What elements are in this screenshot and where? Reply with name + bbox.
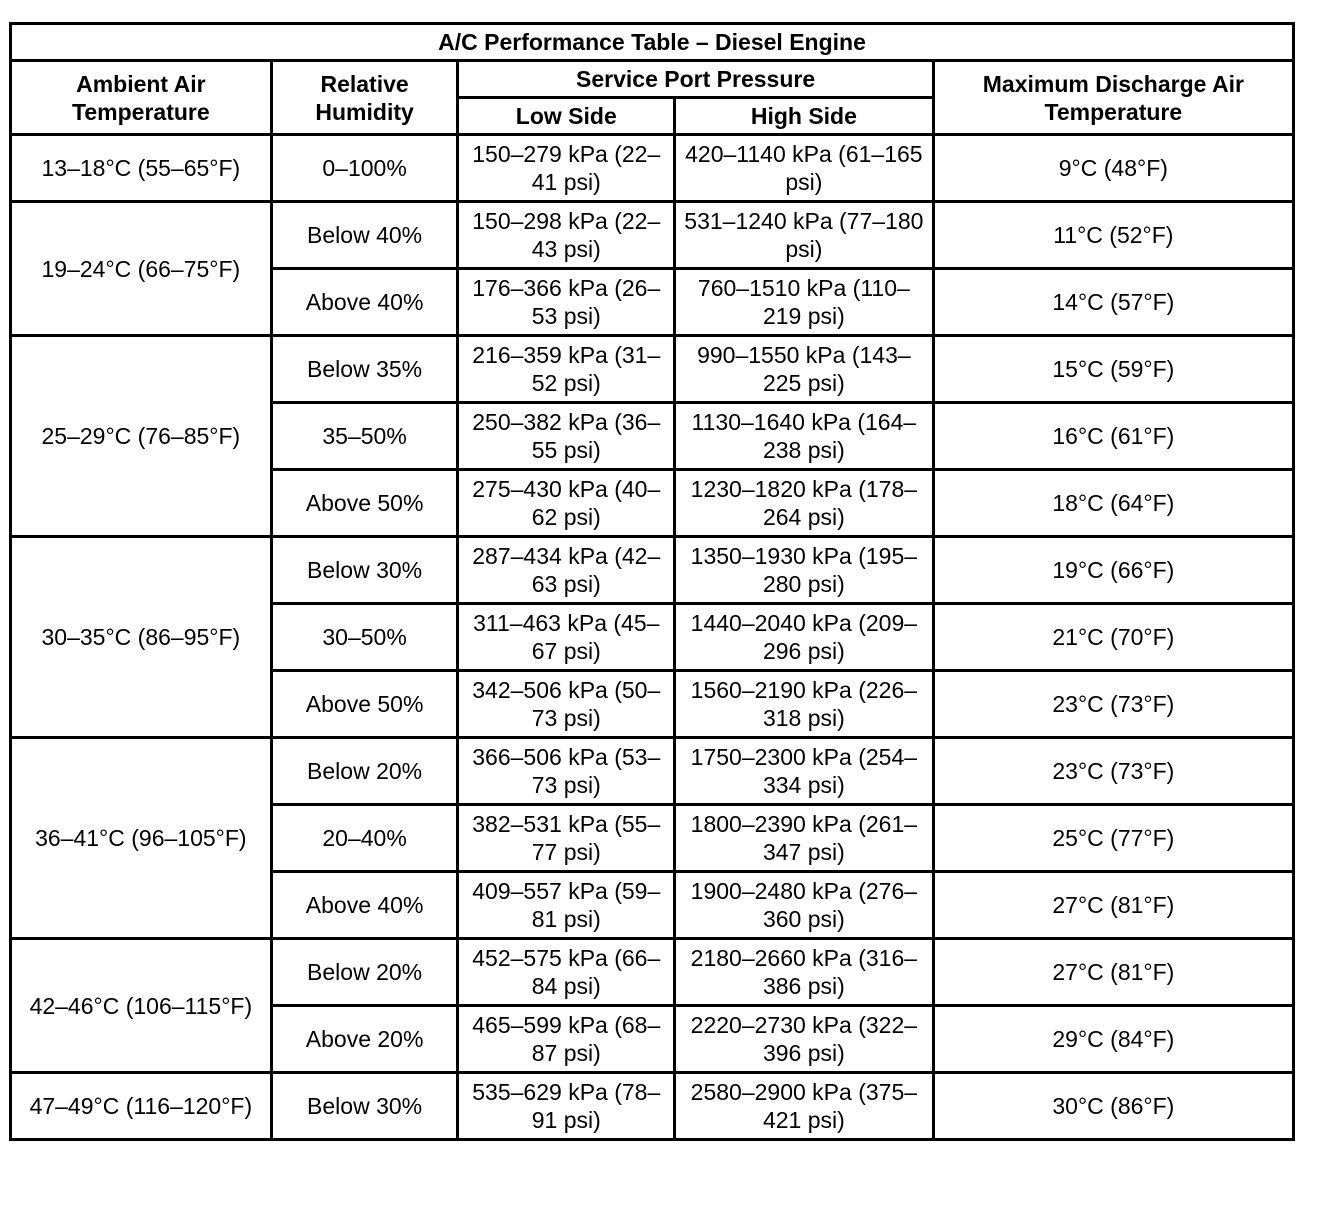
cell-relative-humidity: Below 20% (271, 738, 458, 805)
cell-relative-humidity: 35–50% (271, 403, 458, 470)
cell-relative-humidity: Above 50% (271, 671, 458, 738)
cell-max-discharge-temperature: 11°C (52°F) (933, 202, 1293, 269)
cell-max-discharge-temperature: 23°C (73°F) (933, 738, 1293, 805)
cell-ambient-temperature: 30–35°C (86–95°F) (11, 537, 272, 738)
cell-ambient-temperature: 25–29°C (76–85°F) (11, 336, 272, 537)
cell-high-side-pressure: 760–1510 kPa (110–219 psi) (675, 269, 934, 336)
cell-high-side-pressure: 1350–1930 kPa (195–280 psi) (675, 537, 934, 604)
cell-low-side-pressure: 216–359 kPa (31–52 psi) (458, 336, 675, 403)
cell-high-side-pressure: 531–1240 kPa (77–180 psi) (675, 202, 934, 269)
cell-max-discharge-temperature: 16°C (61°F) (933, 403, 1293, 470)
table-title: A/C Performance Table – Diesel Engine (11, 24, 1294, 61)
cell-relative-humidity: Below 40% (271, 202, 458, 269)
cell-low-side-pressure: 535–629 kPa (78–91 psi) (458, 1073, 675, 1140)
cell-max-discharge-temperature: 30°C (86°F) (933, 1073, 1293, 1140)
cell-relative-humidity: 30–50% (271, 604, 458, 671)
cell-ambient-temperature: 19–24°C (66–75°F) (11, 202, 272, 336)
cell-low-side-pressure: 342–506 kPa (50–73 psi) (458, 671, 675, 738)
cell-relative-humidity: Below 35% (271, 336, 458, 403)
cell-max-discharge-temperature: 23°C (73°F) (933, 671, 1293, 738)
cell-ambient-temperature: 36–41°C (96–105°F) (11, 738, 272, 939)
cell-ambient-temperature: 42–46°C (106–115°F) (11, 939, 272, 1073)
cell-ambient-temperature: 47–49°C (116–120°F) (11, 1073, 272, 1140)
cell-low-side-pressure: 452–575 kPa (66–84 psi) (458, 939, 675, 1006)
table-row (11, 537, 1294, 604)
table-row (11, 939, 1294, 1006)
cell-high-side-pressure: 2580–2900 kPa (375–421 psi) (675, 1073, 934, 1140)
table-row (11, 336, 1294, 403)
cell-low-side-pressure: 150–279 kPa (22–41 psi) (458, 135, 675, 202)
cell-max-discharge-temperature: 27°C (81°F) (933, 939, 1293, 1006)
cell-low-side-pressure: 409–557 kPa (59–81 psi) (458, 872, 675, 939)
cell-low-side-pressure: 250–382 kPa (36–55 psi) (458, 403, 675, 470)
cell-relative-humidity: Below 30% (271, 1073, 458, 1140)
cell-relative-humidity: 20–40% (271, 805, 458, 872)
cell-relative-humidity: Above 20% (271, 1006, 458, 1073)
cell-relative-humidity: Above 50% (271, 470, 458, 537)
cell-high-side-pressure: 1440–2040 kPa (209–296 psi) (675, 604, 934, 671)
cell-relative-humidity: 0–100% (271, 135, 458, 202)
cell-relative-humidity: Above 40% (271, 269, 458, 336)
cell-high-side-pressure: 1900–2480 kPa (276–360 psi) (675, 872, 934, 939)
header-high-side: High Side (675, 98, 934, 135)
table-row (11, 738, 1294, 805)
cell-ambient-temperature: 13–18°C (55–65°F) (11, 135, 272, 202)
cell-high-side-pressure: 1560–2190 kPa (226–318 psi) (675, 671, 934, 738)
cell-low-side-pressure: 465–599 kPa (68–87 psi) (458, 1006, 675, 1073)
cell-max-discharge-temperature: 19°C (66°F) (933, 537, 1293, 604)
cell-high-side-pressure: 1230–1820 kPa (178–264 psi) (675, 470, 934, 537)
table-body (11, 135, 1294, 1140)
header-max-discharge-air-temperature: Maximum Discharge Air Temperature (933, 61, 1293, 135)
cell-low-side-pressure: 287–434 kPa (42–63 psi) (458, 537, 675, 604)
cell-relative-humidity: Below 20% (271, 939, 458, 1006)
cell-max-discharge-temperature: 29°C (84°F) (933, 1006, 1293, 1073)
cell-relative-humidity: Below 30% (271, 537, 458, 604)
cell-max-discharge-temperature: 15°C (59°F) (933, 336, 1293, 403)
table-row (11, 202, 1294, 269)
cell-high-side-pressure: 1750–2300 kPa (254–334 psi) (675, 738, 934, 805)
cell-relative-humidity: Above 40% (271, 872, 458, 939)
header-service-port-pressure: Service Port Pressure (458, 61, 933, 98)
cell-high-side-pressure: 1130–1640 kPa (164–238 psi) (675, 403, 934, 470)
cell-max-discharge-temperature: 27°C (81°F) (933, 872, 1293, 939)
cell-max-discharge-temperature: 9°C (48°F) (933, 135, 1293, 202)
cell-low-side-pressure: 176–366 kPa (26–53 psi) (458, 269, 675, 336)
header-low-side: Low Side (458, 98, 675, 135)
cell-max-discharge-temperature: 21°C (70°F) (933, 604, 1293, 671)
table-row (11, 135, 1294, 202)
cell-high-side-pressure: 420–1140 kPa (61–165 psi) (675, 135, 934, 202)
header-ambient-air-temperature: Ambient Air Temperature (11, 61, 272, 135)
cell-low-side-pressure: 382–531 kPa (55–77 psi) (458, 805, 675, 872)
cell-high-side-pressure: 1800–2390 kPa (261–347 psi) (675, 805, 934, 872)
cell-low-side-pressure: 150–298 kPa (22–43 psi) (458, 202, 675, 269)
cell-high-side-pressure: 2220–2730 kPa (322–396 psi) (675, 1006, 934, 1073)
cell-high-side-pressure: 2180–2660 kPa (316–386 psi) (675, 939, 934, 1006)
ac-performance-table (9, 22, 1295, 1141)
cell-high-side-pressure: 990–1550 kPa (143–225 psi) (675, 336, 934, 403)
cell-max-discharge-temperature: 18°C (64°F) (933, 470, 1293, 537)
cell-low-side-pressure: 311–463 kPa (45–67 psi) (458, 604, 675, 671)
cell-max-discharge-temperature: 14°C (57°F) (933, 269, 1293, 336)
cell-low-side-pressure: 275–430 kPa (40–62 psi) (458, 470, 675, 537)
header-relative-humidity: Relative Humidity (271, 61, 458, 135)
table-row (11, 1073, 1294, 1140)
cell-low-side-pressure: 366–506 kPa (53–73 psi) (458, 738, 675, 805)
cell-max-discharge-temperature: 25°C (77°F) (933, 805, 1293, 872)
